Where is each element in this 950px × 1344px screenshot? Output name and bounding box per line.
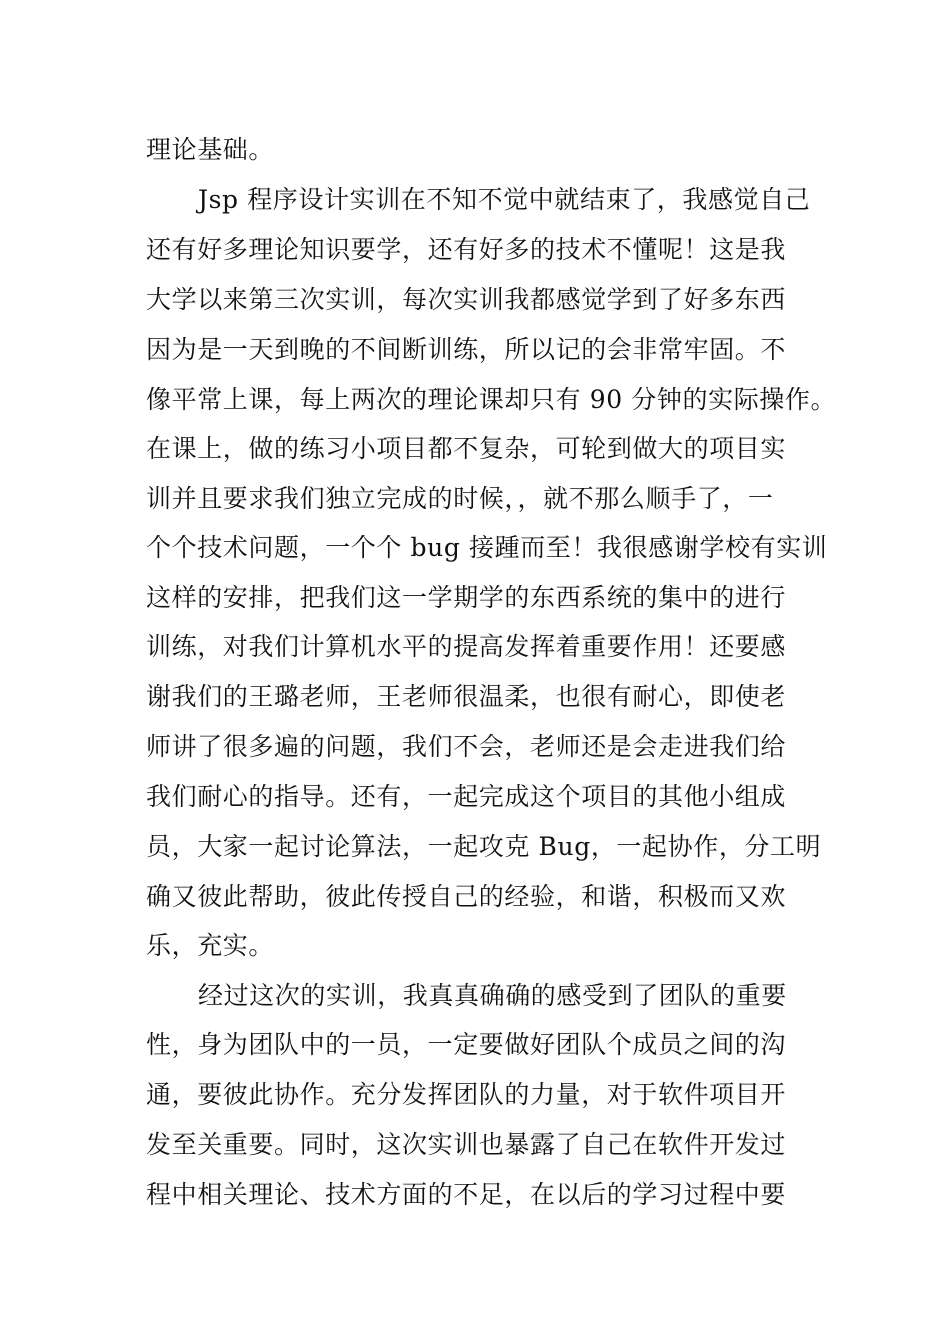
text-line: Jsp 程序设计实训在不知不觉中就结束了，我感觉自己 — [198, 185, 811, 214]
text-line: 员，大家一起讨论算法，一起攻克 Bug，一起协作，分工明 — [146, 832, 822, 861]
text-line: 在课上，做的练习小项目都不复杂，可轮到做大的项目实 — [146, 434, 787, 463]
text-line: 确又彼此帮助，彼此传授自己的经验，和谐，积极而又欢 — [146, 882, 787, 911]
text-line: 理论基础。 — [146, 135, 275, 164]
text-line: 发至关重要。同时，这次实训也暴露了自己在软件开发过 — [146, 1130, 787, 1159]
text-line: 像平常上课，每上两次的理论课却只有 90 分钟的实际操作。 — [146, 385, 837, 414]
text-line: 我们耐心的指导。还有，一起完成这个项目的其他小组成 — [146, 782, 787, 811]
text-line: 性，身为团队中的一员，一定要做好团队个成员之间的沟 — [146, 1030, 787, 1059]
text-line: 还有好多理论知识要学，还有好多的技术不懂呢！这是我 — [146, 235, 787, 264]
text-line: 经过这次的实训，我真真确确的感受到了团队的重要 — [198, 981, 787, 1010]
text-line: 师讲了很多遍的问题，我们不会，老师还是会走进我们给 — [146, 732, 787, 761]
text-line: 训练，对我们计算机水平的提高发挥着重要作用！还要感 — [146, 632, 787, 661]
text-line: 因为是一天到晚的不间断训练，所以记的会非常牢固。不 — [146, 335, 787, 364]
text-line: 谢我们的王璐老师，王老师很温柔，也很有耐心，即使老 — [146, 682, 787, 711]
text-line: 训并且要求我们独立完成的时候，，就不那么顺手了，一 — [146, 484, 774, 513]
text-line: 程中相关理论、技术方面的不足，在以后的学习过程中要 — [146, 1180, 787, 1209]
text-line: 这样的安排，把我们这一学期学的东西系统的集中的进行 — [146, 583, 787, 612]
text-line: 个个技术问题，一个个 bug 接踵而至！我很感谢学校有实训 — [146, 533, 828, 562]
text-line: 乐，充实。 — [146, 931, 275, 960]
text-line: 通，要彼此协作。充分发挥团队的力量，对于软件项目开 — [146, 1080, 787, 1109]
text-line: 大学以来第三次实训，每次实训我都感觉学到了好多东西 — [146, 285, 787, 314]
